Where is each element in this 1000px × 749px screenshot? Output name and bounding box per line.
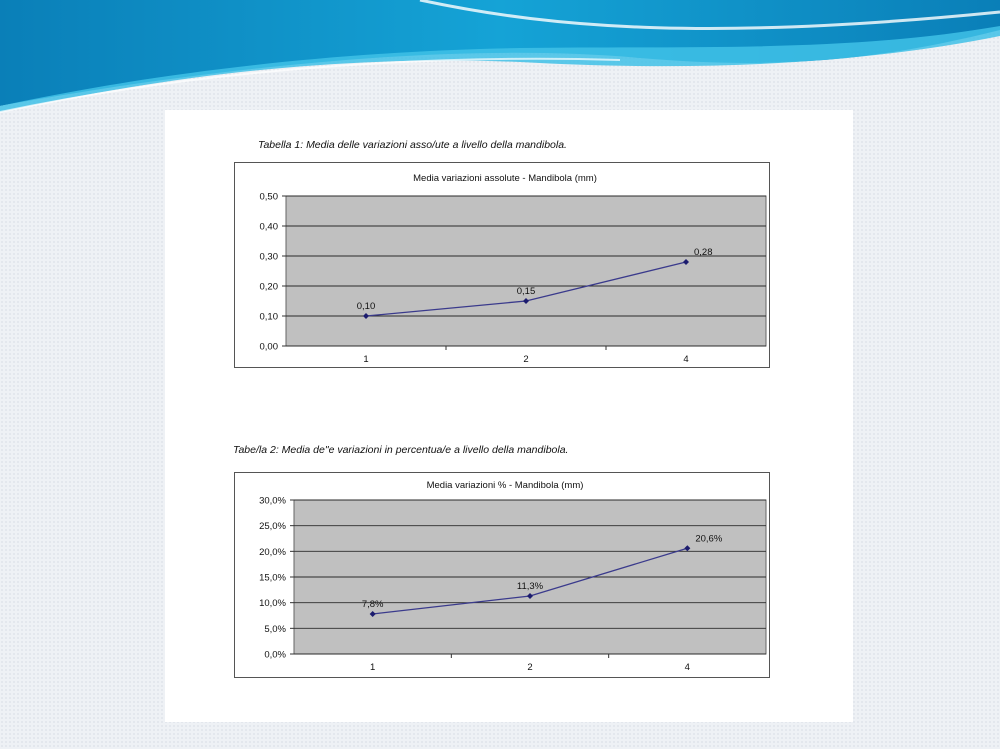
y-tick-label: 0,00 [259,341,278,353]
x-tick-label: 4 [683,354,689,365]
x-tick-label: 2 [523,354,529,365]
table1-caption: Tabella 1: Media delle variazioni asso/ute a livello della mandibola. [258,139,567,151]
x-tick-label: 2 [527,662,533,673]
y-tick-label: 10,0% [259,598,286,610]
chart-title: Media variazioni assolute - Mandibola (mm) [413,173,597,184]
chart-percent-variations [234,472,770,678]
y-tick-label: 0,50 [259,191,278,203]
x-tick-label: 1 [363,354,369,365]
table2-caption: Tabe/la 2: Media de"e variazioni in percentua/e a livello della mandibola. [233,444,569,456]
y-tick-label: 0,10 [259,311,278,323]
y-tick-label: 30,0% [259,495,286,507]
y-tick-label: 0,0% [264,649,286,661]
plot-area [286,196,766,346]
document-page [165,110,853,722]
data-label: 0,10 [356,301,376,312]
y-tick-label: 0,40 [259,221,278,233]
x-tick-label: 1 [370,662,376,673]
y-tick-label: 5,0% [264,623,286,635]
data-label: 0,15 [516,286,536,297]
y-tick-label: 0,20 [259,281,278,293]
header-wave-decoration [0,0,1000,120]
y-tick-label: 15,0% [259,572,286,584]
data-label: 11,3% [516,580,544,592]
data-label: 7,8% [361,598,384,610]
y-tick-label: 0,30 [259,251,278,263]
data-label: 20,6% [695,533,723,545]
chart-absolute-variations [234,162,770,368]
x-tick-label: 4 [684,662,690,673]
y-tick-label: 25,0% [259,521,286,533]
chart-title: Media variazioni % - Mandibola (mm) [426,480,584,491]
data-label: 0,28 [694,247,713,258]
y-tick-label: 20,0% [259,546,286,558]
